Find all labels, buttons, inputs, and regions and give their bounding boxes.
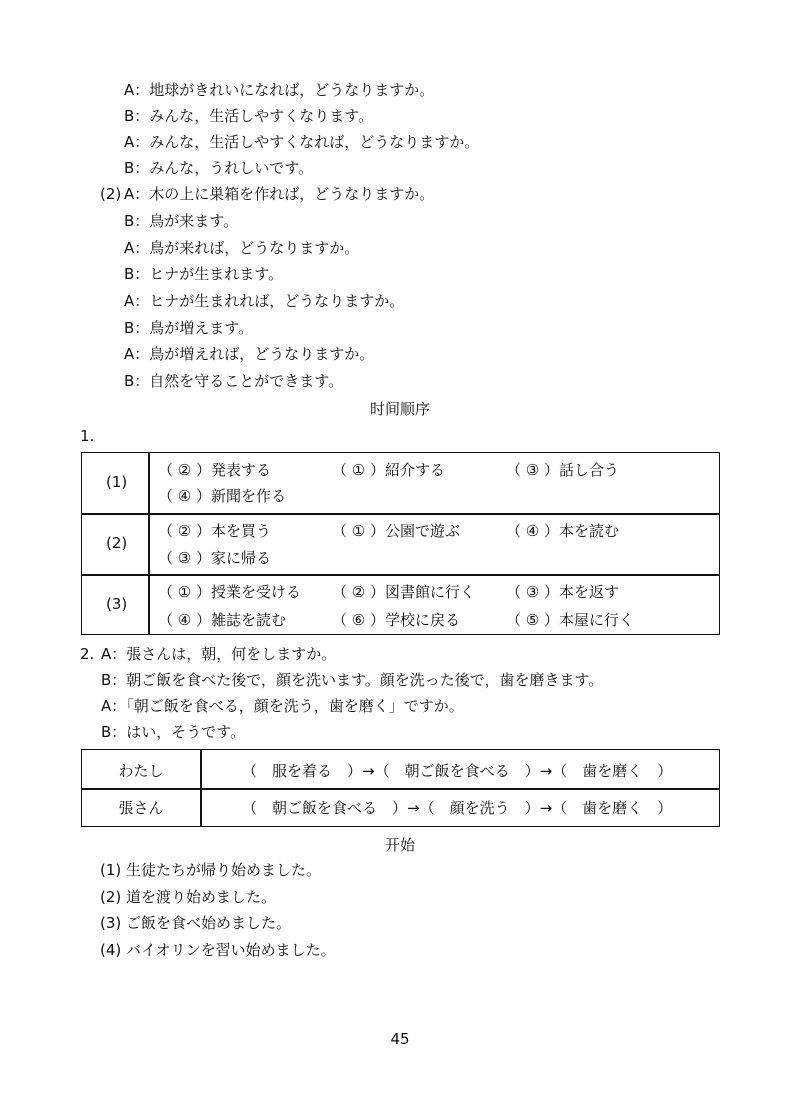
item-text: ご飯を食べ始めました。 [126,914,292,932]
order-text: 雑誌を読む [211,611,287,629]
routine-step: 朝ご飯を食べる [404,762,510,780]
utterance: ヒナが生まれれば，どうなりますか。 [149,292,405,310]
speaker: B： [124,319,150,337]
speaker: B： [101,671,127,689]
utterance: みんな，生活しやすくなります。 [149,107,374,125]
order-item: （ ③ ）家に帰る [158,549,272,567]
routine-step: 朝ご飯を食べる [272,799,378,817]
item-text: 道を渡り始めました。 [126,888,277,906]
order-number: ① [351,522,366,540]
dialogue-line [101,696,464,716]
speaker: B： [124,372,150,390]
dialogue-line [101,644,336,664]
speaker: B： [101,723,127,741]
speaker: A： [124,133,150,151]
order-text: 本を返す [559,583,620,601]
routine-person: 張さん [118,799,164,817]
routine-steps: （ 服を着る ）→（ 朝ご飯を食べる ）→（ 歯を磨く ） [242,762,673,780]
order-number: ④ [177,611,192,629]
utterance: 木の上に巣箱を作れば，どうなりますか。 [149,185,435,203]
dialogue-line [124,264,283,284]
utterance: 朝ご飯を食べた後で，顔を洗います。顔を洗った後で，歯を磨きます。 [126,671,604,689]
utterance: 鳥が来ます。 [149,212,239,230]
order-text: 本屋に行く [559,611,635,629]
utterance: はい，そうです。 [126,723,246,741]
order-item: （ ② ）本を買う [158,522,272,540]
order-item: （ ② ）図書館に行く [332,583,476,601]
table-divider [148,453,150,634]
order-item: （ ③ ）本を返す [506,583,620,601]
order-number: ⑤ [525,611,540,629]
speaker: B： [124,107,150,125]
dialogue-line [124,238,359,258]
routine-step: 歯を磨く [582,762,643,780]
item-number: (3) [100,914,122,932]
order-text: 学校に戻る [385,611,461,629]
item-number: (4) [100,941,122,959]
speaker: B： [124,159,150,177]
utterance: みんな，生活しやすくなれば，どうなりますか。 [149,133,480,151]
list-item [100,860,321,880]
dialogue-line [124,318,253,338]
speaker: A： [124,81,150,99]
question-2-label: 2. [80,645,95,663]
page-number: 45 [390,1030,410,1048]
order-item: （ ④ ）雑誌を読む [158,611,287,629]
utterance: 鳥が増えます。 [149,319,254,337]
item-text: 生徒たちが帰り始めました。 [126,861,322,879]
order-text: 図書館に行く [385,583,476,601]
dialogue-line [124,371,343,391]
utterance: 鳥が来れば，どうなりますか。 [149,239,360,257]
dialogue-line [124,106,373,126]
routine-step: 顔を洗う [449,799,510,817]
list-item [100,887,276,907]
item-text: バイオリンを習い始めました。 [126,941,336,959]
order-item: （ ⑤ ）本屋に行く [506,611,635,629]
utterance: みんな，うれしいです。 [149,159,314,177]
order-item: （ ① ）授業を受ける [158,583,302,601]
order-text: 公園で遊ぶ [385,522,461,540]
order-table [81,452,720,635]
order-number: ④ [177,487,192,505]
dialogue-line [124,291,404,311]
table-divider [82,788,719,790]
order-item: （ ④ ）本を読む [506,522,620,540]
order-text: 紹介する [385,461,446,479]
routine-step: 歯を磨く [582,799,643,817]
order-number: ③ [177,549,192,567]
order-text: 話し合う [559,461,620,479]
item-number: (1) [100,861,122,879]
dialogue-line [124,80,434,100]
table-divider [82,513,719,515]
order-item: （ ⑥ ）学校に戻る [332,611,461,629]
question-1-label: 1. [80,427,95,445]
order-text: 新聞を作る [211,487,287,505]
dialogue-line [124,132,479,152]
section-title-time-order: 时间顺序 [369,400,430,418]
order-number: ② [177,461,192,479]
dialogue-line [124,184,434,204]
table-divider [82,574,719,576]
row-label: (2) [106,534,128,552]
routine-table [81,749,720,827]
order-item: （ ③ ）話し合う [506,461,620,479]
row-label: (1) [106,473,128,491]
order-item: （ ② ）発表する [158,461,272,479]
speaker: A： [124,345,150,363]
order-number: ④ [525,522,540,540]
order-number: ① [351,461,366,479]
order-text: 発表する [211,461,272,479]
routine-steps: （ 朝ご飯を食べる ）→（ 顔を洗う ）→（ 歯を磨く ） [242,799,673,817]
order-number: ② [177,522,192,540]
speaker: A： [124,185,150,203]
utterance: 鳥が増えれば，どうなりますか。 [149,345,375,363]
item-number: (2) [100,888,122,906]
list-item [100,940,336,960]
order-number: ⑥ [351,611,366,629]
utterance: 張さんは，朝，何をしますか。 [126,645,337,663]
speaker: A： [124,292,150,310]
order-number: ③ [525,461,540,479]
utterance: ヒナが生まれます。 [149,265,284,283]
order-text: 家に帰る [211,549,272,567]
order-text: 本を買う [211,522,272,540]
speaker: A： [101,645,127,663]
speaker: B： [124,212,150,230]
speaker: A： [101,697,127,715]
routine-step: 服を着る [272,762,333,780]
utterance: 「朝ご飯を食べる，顔を洗う，歯を磨く」ですか。 [126,697,464,715]
speaker: B： [124,265,150,283]
dialogue-line [124,211,238,231]
dialogue-line [101,670,603,690]
speaker: A： [124,239,150,257]
order-number: ② [351,583,366,601]
utterance: 地球がきれいになれば，どうなりますか。 [149,81,435,99]
routine-person: わたし [118,762,164,780]
row-label: (3) [106,595,128,613]
list-item [100,913,291,933]
order-number: ① [177,583,192,601]
order-number: ③ [525,583,540,601]
dialogue-line [101,722,245,742]
section-title-start: 开始 [384,836,415,854]
order-text: 授業を受ける [211,583,302,601]
order-item: （ ④ ）新聞を作る [158,487,287,505]
utterance: 自然を守ることができます。 [149,372,344,390]
dialogue-line [124,344,374,364]
order-item: （ ① ）公園で遊ぶ [332,522,461,540]
dialogue-line [124,158,313,178]
item-number: (2) [100,185,122,203]
order-text: 本を読む [559,522,620,540]
order-item: （ ① ）紹介する [332,461,446,479]
